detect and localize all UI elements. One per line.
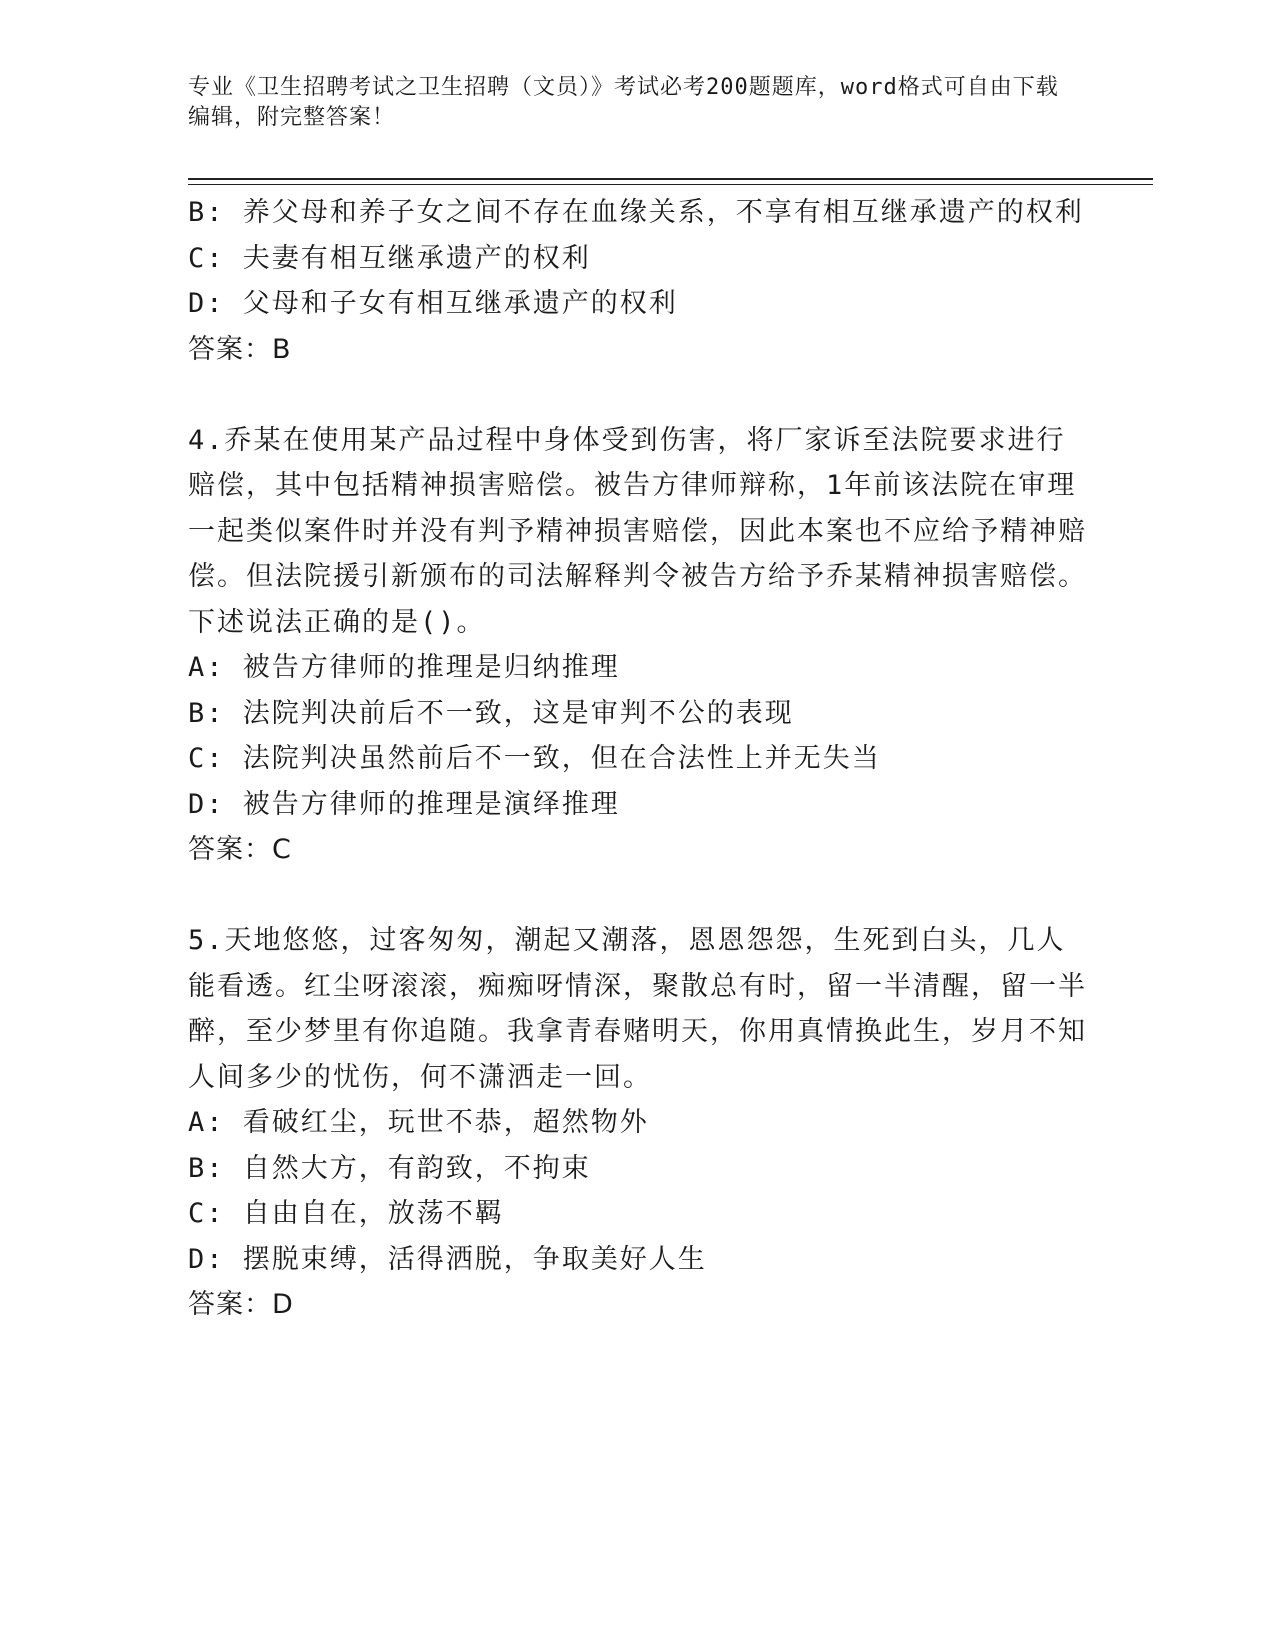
header-rule-thin	[188, 184, 1153, 185]
option-b: B: 自然大方，有韵致，不拘束	[188, 1152, 591, 1184]
question-stem: 4.乔某在使用某产品过程中身体受到伤害，将厂家诉至法院要求进行赔偿，其中包括精神损害赔偿。被告方律师辩称，1年前该法院在审理一起类似案件时并没有判予精神损害赔偿，因此本案也不应给予精神赔偿。但法院援引新颁布的司法解释判令被告方给予乔某精神损害赔偿。下述说法正确的是()。	[188, 424, 1087, 638]
question-4	[188, 418, 1088, 873]
option-d: D: 父母和子女有相互继承遗产的权利	[188, 288, 678, 319]
answer-line: 答案：B	[188, 333, 292, 365]
question-5	[188, 918, 1088, 1328]
option-a: A: 被告方律师的推理是归纳推理	[188, 652, 620, 683]
option-d: D: 被告方律师的推理是演绎推理	[188, 788, 620, 820]
header-rule-thick	[188, 178, 1153, 180]
option-a: A: 看破红尘，玩世不恭，超然物外	[188, 1107, 649, 1138]
question-stem: 5.天地悠悠，过客匆匆，潮起又潮落，恩恩怨怨，生死到白头，几人能看透。红尘呀滚滚，痴痴呀情深，聚散总有时，留一半清醒，留一半醉，至少梦里有你追随。我拿青春赌明天，你用真情换此生，岁月不知人间多少的忧伤，何不潇洒走一回。	[188, 925, 1087, 1093]
spacer	[188, 873, 1088, 919]
option-d: D: 摆脱束缚，活得洒脱，争取美好人生	[188, 1243, 707, 1275]
option-b: B: 法院判决前后不一致，这是审判不公的表现	[188, 697, 794, 729]
document-header: 专业《卫生招聘考试之卫生招聘（文员）》考试必考200题题库，word格式可自由下载编辑，附完整答案！	[188, 75, 1059, 130]
option-b: B: 养父母和养子女之间不存在血缘关系，不享有相互继承遗产的权利	[188, 197, 1084, 228]
option-c: C: 法院判决虽然前后不一致，但在合法性上并无失当	[188, 743, 881, 774]
answer-line: 答案：C	[188, 834, 292, 865]
answer-line: 答案：D	[188, 1289, 294, 1320]
document-body	[188, 190, 1088, 1328]
spacer	[188, 372, 1088, 418]
option-c: C: 夫妻有相互继承遗产的权利	[188, 242, 591, 274]
previous-question-tail	[188, 190, 1088, 372]
option-c: C: 自由自在，放荡不羁	[188, 1198, 504, 1229]
